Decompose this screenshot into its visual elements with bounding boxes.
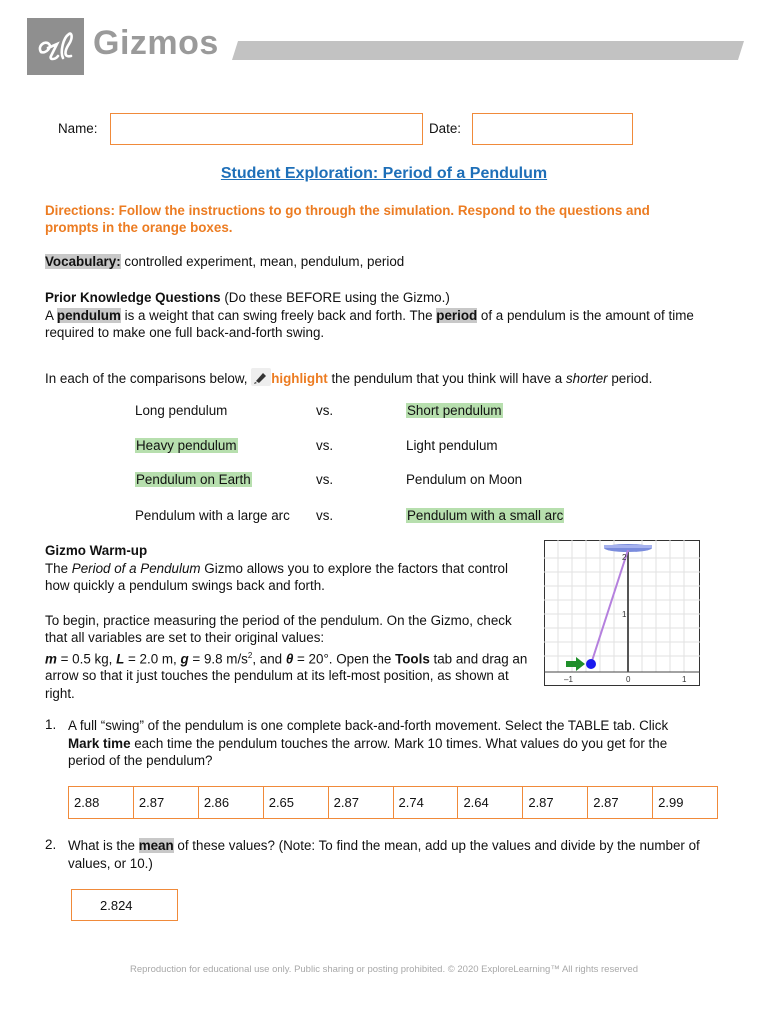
pendulum-bob xyxy=(586,659,596,669)
question-2-text xyxy=(68,837,735,872)
period-value-cell[interactable]: 2.88 xyxy=(69,787,134,818)
directions xyxy=(45,202,650,236)
comparison-intro xyxy=(45,368,652,386)
x-tick-label: 0 xyxy=(626,675,631,684)
name-label: Name: xyxy=(58,121,98,136)
warmup-text: tab and drag an xyxy=(429,650,528,666)
question-1 xyxy=(45,717,735,770)
comparison-option-left[interactable]: Pendulum with a large arc xyxy=(135,508,290,523)
period-value-cell[interactable]: 2.65 xyxy=(264,787,329,818)
question-1-line-3: period of the pendulum? xyxy=(68,753,213,768)
val-g: = 9.8 m/s xyxy=(188,650,248,666)
warmup-p2-line5: right. xyxy=(45,685,75,701)
directions-line-2: prompts in the orange boxes. xyxy=(45,220,233,235)
name-field[interactable] xyxy=(110,113,423,145)
prior-heading-note: (Do these BEFORE using the Gizmo.) xyxy=(220,290,450,305)
period-value-cell[interactable]: 2.87 xyxy=(134,787,199,818)
x-tick-label: –1 xyxy=(564,675,573,684)
question-2-text-part: What is the xyxy=(68,838,139,853)
question-1-line-1: A full “swing” of the pendulum is one complete back-and-forth movement. Select the TABLE tab. Click xyxy=(68,718,669,733)
prior-definition-line-2: required to make one full back-and-forth swing. xyxy=(45,325,325,340)
prior-knowledge xyxy=(45,289,694,342)
brand-name: Gizmos xyxy=(93,24,219,62)
term-pendulum: pendulum xyxy=(56,307,121,323)
intro-text: period. xyxy=(607,371,653,386)
period-value-cell[interactable]: 2.99 xyxy=(658,795,684,810)
prior-heading-line xyxy=(45,289,694,307)
term-mean: mean xyxy=(138,838,174,853)
period-value-cell[interactable]: 2.74 xyxy=(394,787,459,818)
comparison-option-left[interactable]: Long pendulum xyxy=(135,403,228,418)
vocabulary-terms: controlled experiment, mean, pendulum, period xyxy=(120,254,405,269)
warmup-text: The xyxy=(45,560,72,576)
term-period: period xyxy=(436,307,478,323)
intro-text: the pendulum that you think will have a xyxy=(327,371,566,386)
warmup-text: Gizmo allows you to explore the factors that control xyxy=(200,560,508,576)
gizmo-name: Period of a Pendulum xyxy=(71,560,201,576)
y-tick-label: 2 xyxy=(622,553,627,562)
vs-label: vs. xyxy=(316,508,334,523)
vocabulary xyxy=(45,253,404,271)
footer-copyright: Reproduction for educational use only. Public sharing or posting prohibited. © 2020 ExploreLearning™ All rights reserved xyxy=(130,964,638,975)
exp-2: 2 xyxy=(247,650,253,660)
mean-answer-box[interactable]: 2.824 xyxy=(71,889,178,921)
vocabulary-label: Vocabulary: xyxy=(45,254,121,269)
comparison-option-right[interactable]: Pendulum with a small arc xyxy=(407,508,564,523)
var-m: m xyxy=(45,650,57,666)
question-2-text-part: of these values? (Note: To find the mean, add up the values and divide by the number of xyxy=(173,838,700,853)
warmup-section xyxy=(45,542,528,702)
period-values-table[interactable] xyxy=(68,786,718,819)
period-value-cell[interactable]: 2.87 xyxy=(329,787,394,818)
prior-text: is a weight that can swing freely back and forth. The xyxy=(120,307,437,323)
question-2 xyxy=(45,837,735,872)
warmup-variables-line xyxy=(45,647,528,668)
comparison-option-right[interactable]: Light pendulum xyxy=(406,438,498,453)
comparison-option-right[interactable]: Pendulum on Moon xyxy=(406,472,523,487)
vs-label: vs. xyxy=(316,472,334,487)
intro-text: In each of the comparisons below, xyxy=(45,371,252,386)
tools-word: Tools xyxy=(395,650,430,666)
intro-emphasis: shorter xyxy=(565,371,608,386)
val-theta: = 20°. Open the xyxy=(293,650,396,666)
vs-label: vs. xyxy=(316,438,334,453)
mark-time-term: Mark time xyxy=(68,735,131,751)
comparison-option-left[interactable]: Pendulum on Earth xyxy=(136,472,251,487)
prior-heading: Prior Knowledge Questions xyxy=(45,290,221,305)
question-2-line-2: values, or 10.) xyxy=(68,855,153,871)
warmup-p1-line1 xyxy=(45,560,525,578)
question-number: 2. xyxy=(45,837,57,852)
prior-text: of a pendulum is the amount of time xyxy=(477,307,694,323)
x-tick-label: 1 xyxy=(682,675,687,684)
val-m: = 0.5 kg, xyxy=(56,650,117,666)
highlight-word: highlight xyxy=(271,371,328,386)
page-title: Student Exploration: Period of a Pendulum xyxy=(220,165,548,182)
question-1-line-2 xyxy=(68,735,735,753)
comparison-option-right[interactable]: Short pendulum xyxy=(407,403,502,418)
date-field[interactable] xyxy=(472,113,633,145)
prior-definition-line-1 xyxy=(45,307,694,325)
var-theta: θ xyxy=(285,650,294,666)
warmup-heading: Gizmo Warm-up xyxy=(45,543,148,558)
y-tick-label: 1 xyxy=(622,610,627,619)
vs-label: vs. xyxy=(316,403,334,418)
period-value-cell[interactable]: 2.87 xyxy=(588,787,653,818)
warmup-p2-line1: To begin, practice measuring the period of the pendulum. On the Gizmo, check xyxy=(45,612,512,628)
pivot-mount-top xyxy=(604,545,652,548)
pendulum-figure xyxy=(544,540,700,686)
comparison-option-left[interactable]: Heavy pendulum xyxy=(136,438,237,453)
question-2-line-1 xyxy=(68,837,735,855)
period-value-cell[interactable]: 2.86 xyxy=(199,787,264,818)
directions-line-1: Directions: Follow the instructions to go through the simulation. Respond to the questions and xyxy=(45,203,650,218)
warmup-p1-line2: how quickly a pendulum swings back and forth. xyxy=(45,578,325,593)
val-L: = 2.0 m, xyxy=(124,650,181,666)
logo-mark-icon xyxy=(27,18,84,75)
prior-text: A xyxy=(45,307,57,323)
highlighter-icon xyxy=(251,368,271,386)
var-g: g xyxy=(180,650,189,666)
header-bar xyxy=(232,41,744,60)
question-1-text xyxy=(68,717,735,770)
date-label: Date: xyxy=(429,121,462,136)
warmup-p2-line4: arrow so that it just touches the pendulum at its left-most position, as shown at xyxy=(45,668,509,684)
question-1-text-part: each time the pendulum touches the arrow. Mark 10 times. What values do you get for the xyxy=(130,735,668,751)
warmup-text: , and xyxy=(252,650,286,666)
period-value-cell[interactable]: 2.64 xyxy=(458,787,523,818)
warmup-p2-line2: that all variables are set to their original values: xyxy=(45,630,325,645)
var-L: L xyxy=(116,650,125,666)
explorelearning-logo xyxy=(27,18,84,75)
period-value-cell[interactable]: 2.87 xyxy=(523,787,588,818)
question-number: 1. xyxy=(45,717,57,732)
